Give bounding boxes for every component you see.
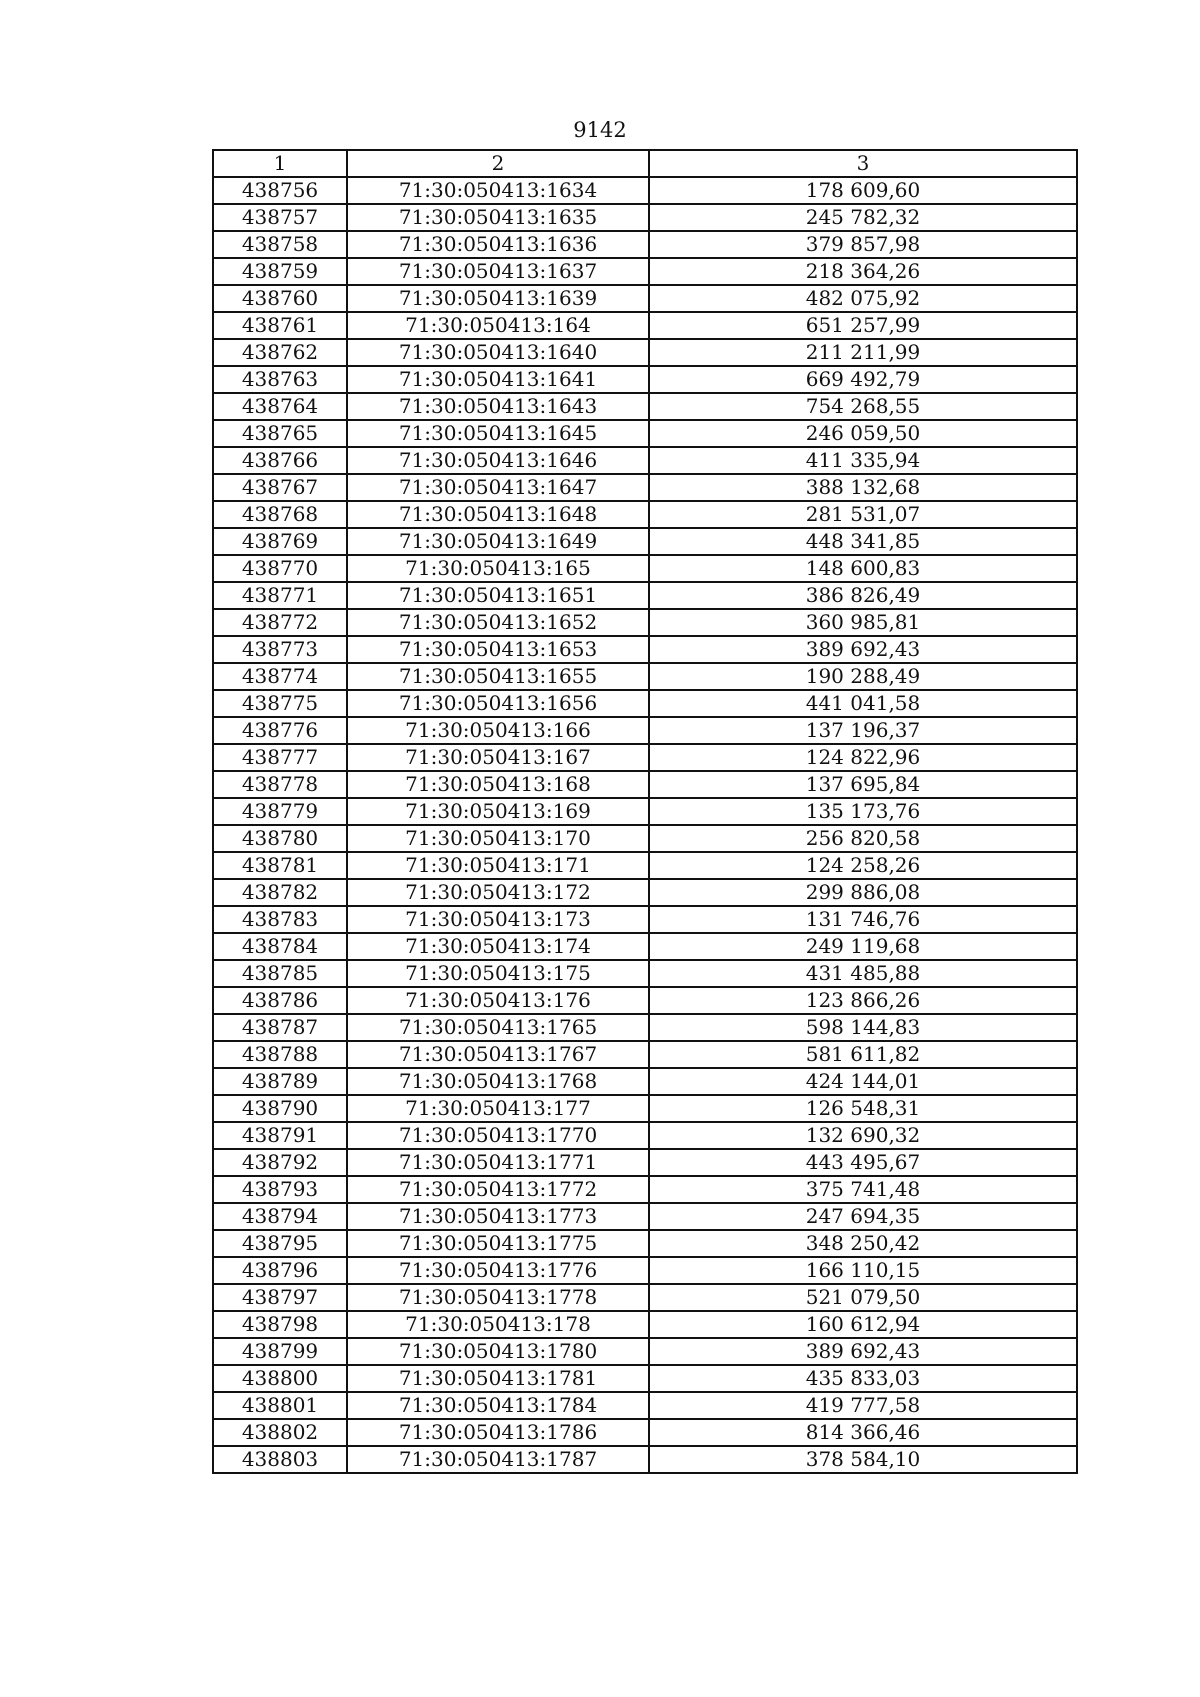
row-number-cell: 438803 (213, 1446, 347, 1473)
row-number-cell: 438786 (213, 987, 347, 1014)
value-cell: 126 548,31 (649, 1095, 1077, 1122)
row-number-cell: 438760 (213, 285, 347, 312)
value-cell: 218 364,26 (649, 258, 1077, 285)
row-number-cell: 438789 (213, 1068, 347, 1095)
value-cell: 378 584,10 (649, 1446, 1077, 1473)
value-cell: 388 132,68 (649, 474, 1077, 501)
cadastral-number-cell: 71:30:050413:1652 (347, 609, 649, 636)
cadastral-number-cell: 71:30:050413:1767 (347, 1041, 649, 1068)
row-number-cell: 438782 (213, 879, 347, 906)
row-number-cell: 438802 (213, 1419, 347, 1446)
cadastral-number-cell: 71:30:050413:1787 (347, 1446, 649, 1473)
table-row (213, 1419, 1077, 1446)
table-row (213, 447, 1077, 474)
cadastral-number-cell: 71:30:050413:177 (347, 1095, 649, 1122)
row-number-cell: 438799 (213, 1338, 347, 1365)
table-row (213, 933, 1077, 960)
value-cell: 135 173,76 (649, 798, 1077, 825)
value-cell: 178 609,60 (649, 177, 1077, 204)
cadastral-number-cell: 71:30:050413:1784 (347, 1392, 649, 1419)
value-cell: 124 258,26 (649, 852, 1077, 879)
value-cell: 190 288,49 (649, 663, 1077, 690)
cadastral-number-cell: 71:30:050413:1655 (347, 663, 649, 690)
cadastral-number-cell: 71:30:050413:178 (347, 1311, 649, 1338)
value-cell: 123 866,26 (649, 987, 1077, 1014)
cadastral-number-cell: 71:30:050413:1786 (347, 1419, 649, 1446)
value-cell: 598 144,83 (649, 1014, 1077, 1041)
table-body (213, 177, 1077, 1473)
table-row (213, 1014, 1077, 1041)
cadastral-number-cell: 71:30:050413:1776 (347, 1257, 649, 1284)
table-row (213, 528, 1077, 555)
cadastral-number-cell: 71:30:050413:1646 (347, 447, 649, 474)
table-row (213, 1446, 1077, 1473)
table-row (213, 852, 1077, 879)
table-row (213, 1338, 1077, 1365)
cadastral-number-cell: 71:30:050413:1656 (347, 690, 649, 717)
table-row (213, 663, 1077, 690)
row-number-cell: 438796 (213, 1257, 347, 1284)
table-row (213, 501, 1077, 528)
value-cell: 256 820,58 (649, 825, 1077, 852)
table-row (213, 474, 1077, 501)
value-cell: 411 335,94 (649, 447, 1077, 474)
cadastral-number-cell: 71:30:050413:174 (347, 933, 649, 960)
table-row (213, 339, 1077, 366)
row-number-cell: 438772 (213, 609, 347, 636)
header-cell-3: 3 (649, 150, 1077, 177)
row-number-cell: 438769 (213, 528, 347, 555)
row-number-cell: 438788 (213, 1041, 347, 1068)
cadastral-number-cell: 71:30:050413:172 (347, 879, 649, 906)
row-number-cell: 438776 (213, 717, 347, 744)
row-number-cell: 438787 (213, 1014, 347, 1041)
cadastral-number-cell: 71:30:050413:1771 (347, 1149, 649, 1176)
value-cell: 166 110,15 (649, 1257, 1077, 1284)
value-cell: 431 485,88 (649, 960, 1077, 987)
table-row (213, 771, 1077, 798)
table-row (213, 987, 1077, 1014)
header-cell-2: 2 (347, 150, 649, 177)
row-number-cell: 438771 (213, 582, 347, 609)
row-number-cell: 438800 (213, 1365, 347, 1392)
value-cell: 448 341,85 (649, 528, 1077, 555)
value-cell: 441 041,58 (649, 690, 1077, 717)
table-row (213, 1311, 1077, 1338)
table-row (213, 204, 1077, 231)
cadastral-number-cell: 71:30:050413:170 (347, 825, 649, 852)
cadastral-number-cell: 71:30:050413:1651 (347, 582, 649, 609)
cadastral-number-cell: 71:30:050413:1653 (347, 636, 649, 663)
value-cell: 379 857,98 (649, 231, 1077, 258)
row-number-cell: 438801 (213, 1392, 347, 1419)
table-row (213, 717, 1077, 744)
value-cell: 246 059,50 (649, 420, 1077, 447)
row-number-cell: 438765 (213, 420, 347, 447)
value-cell: 386 826,49 (649, 582, 1077, 609)
row-number-cell: 438778 (213, 771, 347, 798)
table-row (213, 825, 1077, 852)
table-row (213, 1392, 1077, 1419)
cadastral-number-cell: 71:30:050413:1649 (347, 528, 649, 555)
table-row (213, 258, 1077, 285)
row-number-cell: 438762 (213, 339, 347, 366)
row-number-cell: 438792 (213, 1149, 347, 1176)
value-cell: 360 985,81 (649, 609, 1077, 636)
row-number-cell: 438781 (213, 852, 347, 879)
row-number-cell: 438798 (213, 1311, 347, 1338)
table-row (213, 555, 1077, 582)
table-row (213, 1041, 1077, 1068)
row-number-cell: 438770 (213, 555, 347, 582)
value-cell: 299 886,08 (649, 879, 1077, 906)
table-row (213, 609, 1077, 636)
cadastral-number-cell: 71:30:050413:1773 (347, 1203, 649, 1230)
cadastral-number-cell: 71:30:050413:165 (347, 555, 649, 582)
value-cell: 443 495,67 (649, 1149, 1077, 1176)
row-number-cell: 438791 (213, 1122, 347, 1149)
table-row (213, 231, 1077, 258)
row-number-cell: 438790 (213, 1095, 347, 1122)
table-row (213, 1149, 1077, 1176)
cadastral-number-cell: 71:30:050413:1781 (347, 1365, 649, 1392)
value-cell: 124 822,96 (649, 744, 1077, 771)
row-number-cell: 438774 (213, 663, 347, 690)
table-row (213, 1068, 1077, 1095)
value-cell: 132 690,32 (649, 1122, 1077, 1149)
table-row (213, 1176, 1077, 1203)
cadastral-number-cell: 71:30:050413:171 (347, 852, 649, 879)
cadastral-number-cell: 71:30:050413:1780 (347, 1338, 649, 1365)
table-row (213, 1257, 1077, 1284)
row-number-cell: 438773 (213, 636, 347, 663)
value-cell: 131 746,76 (649, 906, 1077, 933)
cadastral-number-cell: 71:30:050413:1636 (347, 231, 649, 258)
value-cell: 419 777,58 (649, 1392, 1077, 1419)
row-number-cell: 438777 (213, 744, 347, 771)
value-cell: 247 694,35 (649, 1203, 1077, 1230)
row-number-cell: 438766 (213, 447, 347, 474)
row-number-cell: 438758 (213, 231, 347, 258)
cadastral-number-cell: 71:30:050413:1641 (347, 366, 649, 393)
value-cell: 137 695,84 (649, 771, 1077, 798)
row-number-cell: 438784 (213, 933, 347, 960)
value-cell: 435 833,03 (649, 1365, 1077, 1392)
table-row (213, 1095, 1077, 1122)
value-cell: 754 268,55 (649, 393, 1077, 420)
value-cell: 389 692,43 (649, 636, 1077, 663)
cadastral-number-cell: 71:30:050413:166 (347, 717, 649, 744)
value-cell: 521 079,50 (649, 1284, 1077, 1311)
table-row (213, 1122, 1077, 1149)
row-number-cell: 438764 (213, 393, 347, 420)
cadastral-number-cell: 71:30:050413:1765 (347, 1014, 649, 1041)
table-row (213, 960, 1077, 987)
table-row (213, 393, 1077, 420)
table-row (213, 906, 1077, 933)
cadastral-number-cell: 71:30:050413:1634 (347, 177, 649, 204)
row-number-cell: 438794 (213, 1203, 347, 1230)
value-cell: 281 531,07 (649, 501, 1077, 528)
header-cell-1: 1 (213, 150, 347, 177)
table-row (213, 420, 1077, 447)
table-row (213, 636, 1077, 663)
cadastral-number-cell: 71:30:050413:175 (347, 960, 649, 987)
value-cell: 651 257,99 (649, 312, 1077, 339)
table-row (213, 366, 1077, 393)
table-row (213, 744, 1077, 771)
cadastral-number-cell: 71:30:050413:1645 (347, 420, 649, 447)
cadastral-number-cell: 71:30:050413:173 (347, 906, 649, 933)
value-cell: 669 492,79 (649, 366, 1077, 393)
row-number-cell: 438780 (213, 825, 347, 852)
cadastral-number-cell: 71:30:050413:1648 (347, 501, 649, 528)
value-cell: 389 692,43 (649, 1338, 1077, 1365)
cadastral-number-cell: 71:30:050413:1778 (347, 1284, 649, 1311)
row-number-cell: 438768 (213, 501, 347, 528)
row-number-cell: 438793 (213, 1176, 347, 1203)
value-cell: 211 211,99 (649, 339, 1077, 366)
row-number-cell: 438775 (213, 690, 347, 717)
cadastral-number-cell: 71:30:050413:1643 (347, 393, 649, 420)
value-cell: 160 612,94 (649, 1311, 1077, 1338)
row-number-cell: 438795 (213, 1230, 347, 1257)
page-number: 9142 (573, 118, 627, 142)
cadastral-number-cell: 71:30:050413:1637 (347, 258, 649, 285)
table-row (213, 582, 1077, 609)
row-number-cell: 438756 (213, 177, 347, 204)
cadastral-number-cell: 71:30:050413:1775 (347, 1230, 649, 1257)
row-number-cell: 438783 (213, 906, 347, 933)
cadastral-number-cell: 71:30:050413:1770 (347, 1122, 649, 1149)
value-cell: 348 250,42 (649, 1230, 1077, 1257)
table-row (213, 312, 1077, 339)
cadastral-number-cell: 71:30:050413:167 (347, 744, 649, 771)
table-row (213, 1230, 1077, 1257)
cadastral-number-cell: 71:30:050413:1768 (347, 1068, 649, 1095)
row-number-cell: 438785 (213, 960, 347, 987)
header-row (213, 150, 1077, 177)
row-number-cell: 438761 (213, 312, 347, 339)
value-cell: 148 600,83 (649, 555, 1077, 582)
table-row (213, 1365, 1077, 1392)
value-cell: 245 782,32 (649, 204, 1077, 231)
cadastral-number-cell: 71:30:050413:168 (347, 771, 649, 798)
cadastral-number-cell: 71:30:050413:1647 (347, 474, 649, 501)
cadastral-number-cell: 71:30:050413:176 (347, 987, 649, 1014)
value-cell: 375 741,48 (649, 1176, 1077, 1203)
row-number-cell: 438759 (213, 258, 347, 285)
row-number-cell: 438763 (213, 366, 347, 393)
value-cell: 581 611,82 (649, 1041, 1077, 1068)
table-row (213, 1284, 1077, 1311)
table-row (213, 1203, 1077, 1230)
value-cell: 814 366,46 (649, 1419, 1077, 1446)
table-row (213, 177, 1077, 204)
data-table (212, 149, 1078, 1474)
row-number-cell: 438797 (213, 1284, 347, 1311)
table-row (213, 285, 1077, 312)
cadastral-number-cell: 71:30:050413:164 (347, 312, 649, 339)
value-cell: 424 144,01 (649, 1068, 1077, 1095)
cadastral-number-cell: 71:30:050413:1639 (347, 285, 649, 312)
row-number-cell: 438767 (213, 474, 347, 501)
cadastral-number-cell: 71:30:050413:169 (347, 798, 649, 825)
value-cell: 482 075,92 (649, 285, 1077, 312)
cadastral-number-cell: 71:30:050413:1635 (347, 204, 649, 231)
cadastral-number-cell: 71:30:050413:1640 (347, 339, 649, 366)
row-number-cell: 438757 (213, 204, 347, 231)
table-row (213, 879, 1077, 906)
table-row (213, 798, 1077, 825)
value-cell: 249 119,68 (649, 933, 1077, 960)
value-cell: 137 196,37 (649, 717, 1077, 744)
table-row (213, 690, 1077, 717)
table-header (213, 150, 1077, 177)
row-number-cell: 438779 (213, 798, 347, 825)
cadastral-number-cell: 71:30:050413:1772 (347, 1176, 649, 1203)
